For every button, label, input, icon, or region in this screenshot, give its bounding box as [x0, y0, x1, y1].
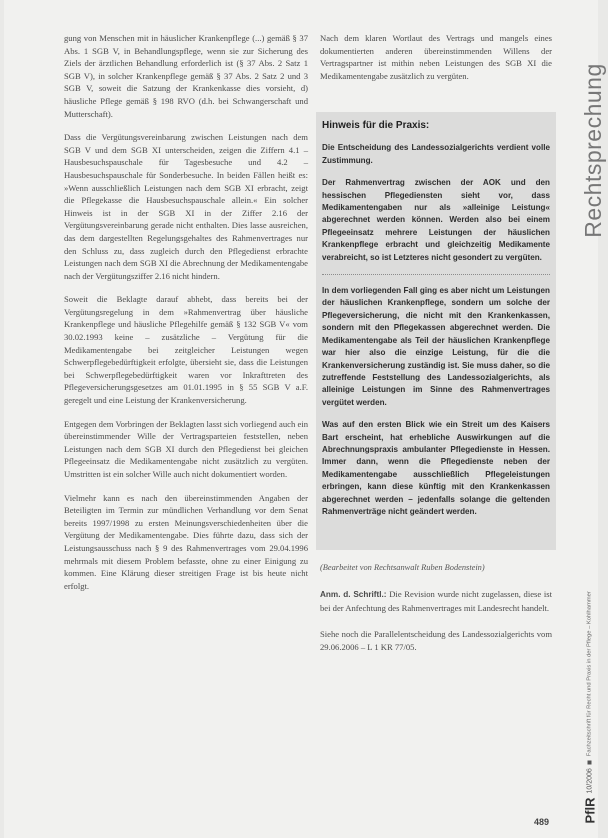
right-intro-paragraph: Nach dem klaren Wortlaut des Vertrags und mangels eines dokumentierten anderen übereinstimmenden Willens der Vertragspartner ist mithin neben Leistungen des SGB XI die Medikamentengabe zusätzlich zu vergüten. [320, 33, 552, 81]
section-title [578, 20, 608, 280]
journal-name: PflR [582, 797, 597, 824]
journal-footer-strip [577, 560, 601, 825]
section-title-text: Rechtsprechung [579, 62, 606, 238]
see-also-note: Siehe noch die Parallelentscheidung des Landessozialgerichts vom 29.06.2006 – L 1 KR 77/05. [320, 629, 552, 652]
left-paragraph-3: Soweit die Beklagte darauf abhebt, dass bereits bei der Vergütungsregelung in dem »Rahmenvertrag über häusliche Krankenpflege und häusliche Pflegehilfe gemäß § 132 SGB V« vom 30.02.1993 keine – zusätzliche – Vergütung für die Medikamentengabe bei zeitgleicher Leistungen wegen Schwerpflegebedürftigkeit erfolgte, übersieht sie, dass die Leistungen bei Schwerpflegebedürftigkeit waren vor Inkrafttreten des Pflegeversicherungsgesetzes am 01.01.1995 in § 55 SGB V a.F. geregelt und eine Leistung der Krankenversicherung. [64, 294, 308, 406]
left-paragraph-2: Dass die Vergütungsvereinbarung zwischen Leistungen nach dem SGB V und dem SGB XI unterscheiden, zeigen die Ziffern 4.1 – Hausbesuchspauschale für Tagesbesuche und 4.2 – Hausbesuchspauschale für Sonderbesuche. In beiden Fällen heißt es: »Wenn ausschließlich Leistungen nach dem SGB XI erbracht, zeigt die Pflegekasse die Hausbesuchspauschale allein.« Ein solcher Hinweis ist in der SGB XI in der Ziffer 2.16 der Vergütungsvereinbarung gerade nicht enthalten. Dies lasse ausreichen, das dem dargestellten Regelungsgehaltes des Rahmenvertrages nur den Schluss zu, dass zugleich durch den Pflegedienst erbrachte Leistungen nach dem SGB XI die Abrechnung der Medikamentengabe nach der Vergütungsziffer 2.16 nicht hindern. [64, 132, 308, 281]
document-page [4, 0, 606, 838]
praxis-note-box [316, 112, 556, 550]
praxis-paragraph-1: Die Entscheidung des Landessozialgerichts verdient volle Zustimmung. [322, 143, 550, 165]
journal-footer-rotated [579, 559, 601, 824]
author-credit: (Bearbeitet von Rechtsanwalt Ruben Bodenstein) [320, 563, 485, 572]
left-column [64, 32, 308, 603]
praxis-paragraph-4: Was auf den ersten Blick wie ein Streit um des Kaisers Bart erscheint, hat erhebliche Auswirkungen auf die Abrechnungspraxis ambulanter Pflegedienste in Hessen. Immer dann, wenn die Pflegedienste neben der Medikamentengabe ausschließlich Pflegeleistungen erbringen, kann diese künftig mit den Krankenkassen abgerechnet werden – jedenfalls solange die geltenden Rahmenverträge nicht geändert werden. [322, 420, 550, 516]
author-annotation [320, 588, 552, 614]
praxis-separator [322, 274, 550, 275]
separator-square-icon [588, 760, 592, 764]
left-paragraph-1: gung von Menschen mit in häuslicher Krankenpflege (...) gemäß § 37 Abs. 1 SGB V, in Behandlungspflege, wenn sie zur Sicherung des Ziels der ärztlichen Behandlung erforderlich ist (§ 37 Abs. 2 Satz 1 SGB V), in solcher Krankenpflege gemäß § 37 Abs. 2 Satz 2 und 3 SGB V, soweit die Satzung der Krankenkasse dies vorsieht, d) häusliche Pflege gemäß § 198 RVO (d.h. bei Schwangerschaft und Mutterschaft). [64, 33, 308, 119]
journal-issue: 10/2006 [586, 768, 593, 794]
praxis-paragraph-3: In dem vorliegenden Fall ging es aber nicht um Leistungen der häuslichen Krankenpflege, sondern um solche der Pflegeversicherung, die nicht mit den Krankenkassen, sondern mit den Pflegekassen abgerechnet werden. Die Medikamentengabe als Teil der häuslichen Krankenpflege war hier also die einzige Leistung, für die die Krankenversicherung zuständig ist. Sie muss daher, so die zutreffende Feststellung des Landessozialgerichts, als alleinige Leistungen im Sinne des Rahmenvertrages vergütet werden. [322, 286, 550, 407]
annotation-text: Die Revision wurde nicht zugelassen, diese ist bei der Anfechtung des Rahmenvertrages mit Landesrecht handelt. [320, 589, 552, 613]
left-paragraph-4: Entgegen dem Vorbringen der Beklagten lasst sich vorliegend auch ein übereinstimmender Wille der Vertragsparteien feststellen, neben Leistungen nach dem SGB XI durch den Pflegedienst bei gleichen Pflegeeinsatz die Medikamentengabe nicht zusätzlich zu vergüten. Umstritten ist ein solcher Wille auch nicht dokumentiert worden. [64, 418, 308, 479]
praxis-heading: Hinweis für die Praxis: [322, 120, 430, 131]
page-number: 489 [534, 817, 550, 827]
right-column-intro [320, 32, 552, 82]
annotation-label: Anm. d. Schriftl.: [320, 590, 387, 599]
praxis-paragraph-2: Der Rahmenvertrag zwischen der AOK und den hessischen Pflegediensten sieht vor, dass Medikamentengaben nur als »alleinige Leistung« abgerechnet werden können. Werden also bei einem Pflegeeinsatz mehrere Leistungen der häuslichen Krankenpflege erbracht und gleichzeitig Medikamente verabreicht, so ist Letzteres nicht gesondert zu vergüten. [322, 178, 550, 262]
publisher-line: Fachzeitschrift für Recht und Praxis in der Pflege – Kohlhammer [586, 591, 593, 757]
left-paragraph-5: Vielmehr kann es nach den übereinstimmenden Angaben der Beteiligten im Termin zur mündlichen Verhandlung vor dem Senat bereits 1997/1998 zu ersten Meinungsverschiedenheiten über die Vergütung der Medikamentengabe. Dies führte dazu, dass sich der Leistungsausschuss nach § 9 des Rahmenvertrages vom 29.04.1996 mehrmals mit diesem Problem befasste, ohne zu einer Einigung zu kommen. Eine Klärung dieser streitigen Frage ist bis heute nicht erfolgt. [64, 492, 308, 591]
praxis-note-content [322, 120, 550, 528]
